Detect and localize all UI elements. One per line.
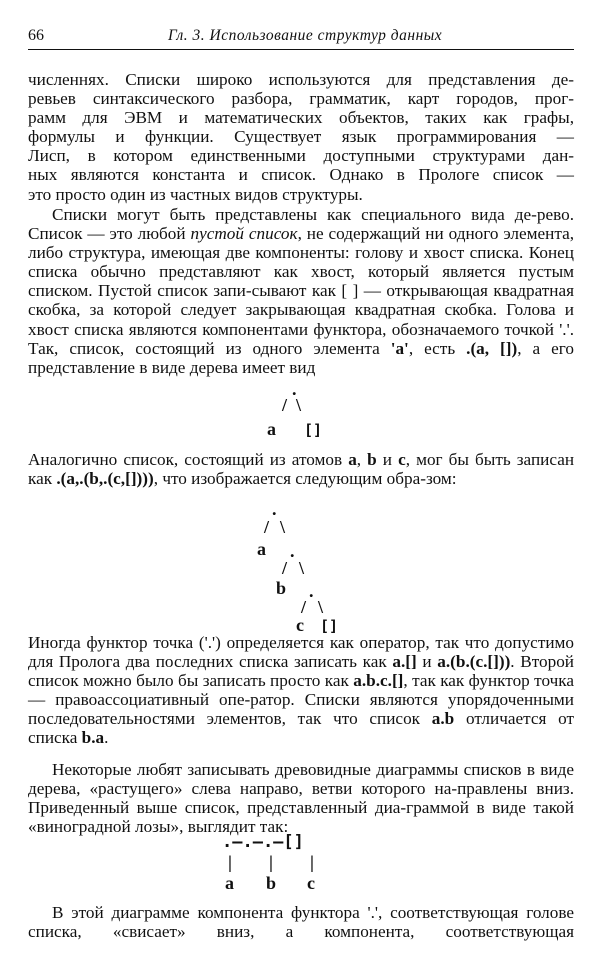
text-line: ревьев синтаксического разбора, грамматик, карт городов, прог- <box>28 89 574 109</box>
term-empty-list: пустой список <box>190 224 298 244</box>
paragraph-abc-list: Аналогично список, состоящий из атомов a, b и c, мог бы быть записан как .(a,.(b,.(c,[]))), что изображается следующим обра-зом: <box>28 450 575 489</box>
paragraph-continued <box>28 70 574 204</box>
running-title: Гл. 3. Использование структур данных <box>168 27 443 44</box>
text-line: это просто один из частных видов структуры. <box>28 184 363 204</box>
running-header <box>28 25 574 50</box>
paragraph-vine-explanation: В этой диаграмме компонента функтора '.', соответствующая голове списка, «свисает» вниз, а компонента, соответствующая <box>28 903 574 942</box>
leaf-empty-list: [] <box>304 421 323 439</box>
expr-single-list: .(а, []) <box>466 338 518 358</box>
element-a: 'а' <box>390 338 409 358</box>
page-number: 66 <box>28 27 44 44</box>
text-line: формулы и функции. Существует язык программирования — <box>28 127 574 147</box>
text-line: численнях. Списки широко используются для представления де- <box>28 70 574 89</box>
paragraph-list-definition: Списки могут быть представлены как специального вида де-рево. Список — это любой пустой список, не содержащий ни одного элемента, либо структура, имеющая две компоненты: голову и хвост списка. Конец списка обычно представляют как хвост, который является пустым списком. Пустой список запи-сывают как [ ] — открывающая квадратная скобка, за которой следует закрывающая квадратная скобка. Голова и хвост списка являются компонентами функтора, обозначаемого точкой '.'. Так, список, состоящий из одного элемента 'а', есть .(а, []), а его представление в виде дерева имеет вид <box>28 205 574 377</box>
tree-diagram-abc: . / \ a . / \ b . / \ c [] <box>257 499 339 635</box>
text-line: ных являются константа и список. Однако в Прологе список — <box>28 165 574 185</box>
expr-abc-list: .(a,.(b,.(c,[]))) <box>56 469 154 489</box>
paragraph-vine-intro: Некоторые любят записывать древовидные диаграммы списков в виде дерева, «растущего» слева направо, ветви которого на-правлены вниз. Приведенный выше список, представленный диа-граммой в виде такой «виноградной лозы», выглядит так: <box>28 760 574 837</box>
text-line: Лисп, в котором единственными доступными структурами дан- <box>28 146 574 166</box>
vine-line: .—.—.—[] <box>222 832 304 852</box>
paragraph-dot-operator: Иногда функтор точка ('.') определяется как оператор, так что допустимо для Пролога два последних списка записать как a.[] и a.(b.(c.[])). Второй список можно было бы записать просто как a.b.c.[], так как функтор точка — правоассоциативный опе-ратор. Списки являются упорядоченными последовательностями элементов, так что список a.b отличается от списка b.a. <box>28 633 574 748</box>
text-line: рамм для ЭВМ и математических объектов, таких как графы, <box>28 108 574 128</box>
tree-diagram-single: . / \ a [] <box>267 379 323 439</box>
leaf-a: a <box>267 419 276 439</box>
vine-diagram: .—.—.—[] | | | a b c <box>222 832 315 893</box>
